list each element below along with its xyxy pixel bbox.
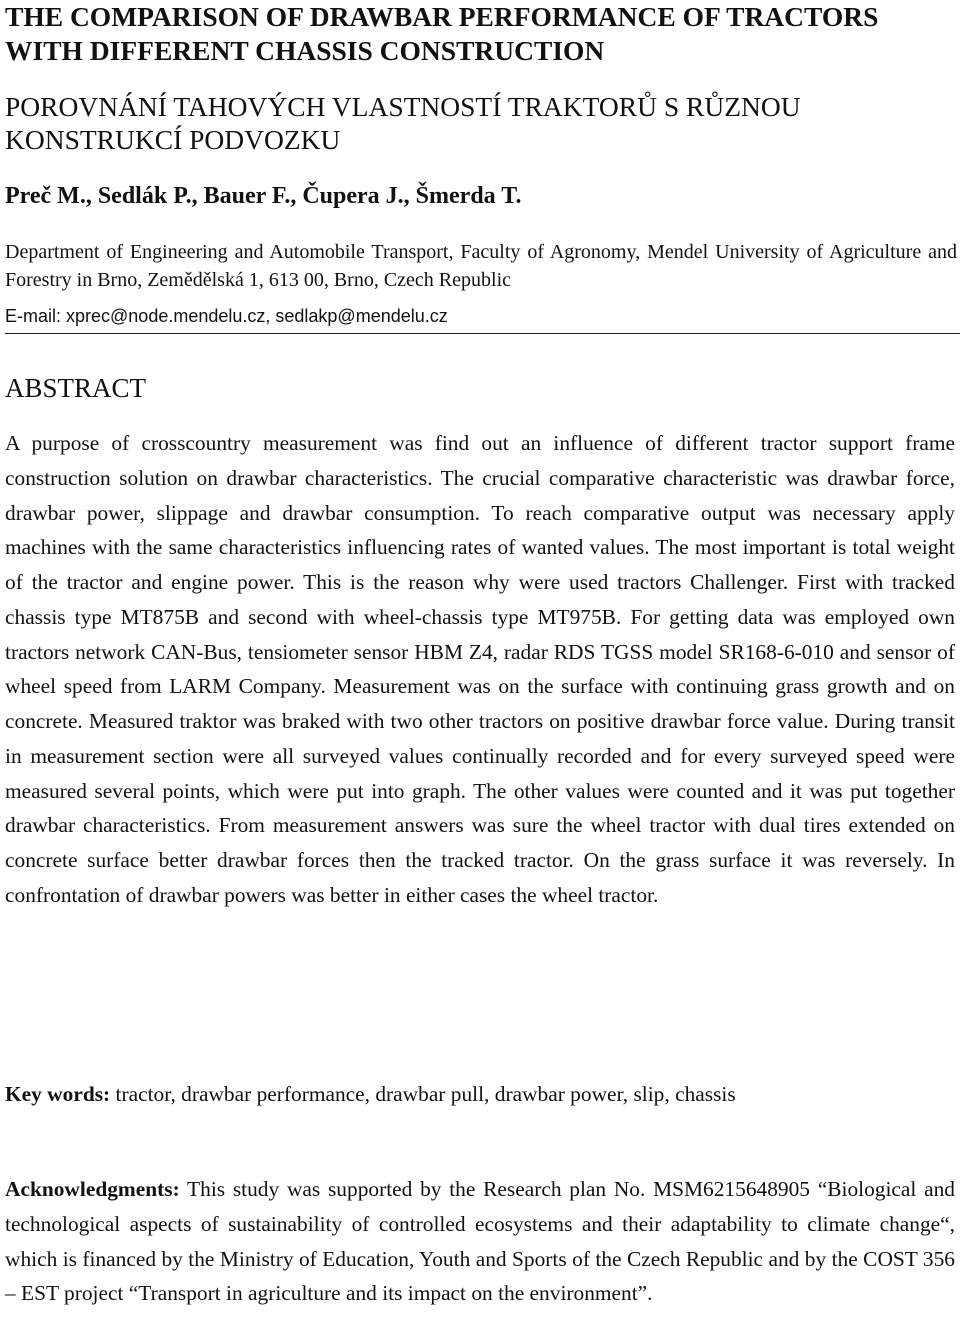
acknowledgments-label: Acknowledgments:: [5, 1177, 180, 1201]
keywords-label: Key words:: [5, 1082, 111, 1106]
acknowledgments-text: This study was supported by the Research plan No. MSM6215648905 “Biological and technological aspects of sustainability of controlled ecosystems and their adaptability to climate change“, which is financed by the Ministry of Education, Youth and Sports of the Czech Republic and by the COST 356 – EST project “Transport in agriculture and its impact on the environment”.: [5, 1177, 955, 1306]
author-list: Preč M., Sedlák P., Bauer F., Čupera J., Šmerda T.: [5, 183, 522, 209]
abstract-text: A purpose of crosscountry measurement was find out an influence of different tractor support frame construction solution on drawbar characteristics. The crucial comparative characteristic was drawbar force, drawbar power, slippage and drawbar consumption. To reach comparative output was necessary apply machines with the same characteristics influencing rates of wanted values. The most important is total weight of the tractor and engine power. This is the reason why were used tractors Challenger. First with tracked chassis type MT875B and second with wheel-chassis type MT975B. For getting data was employed own tractors network CAN-Bus, tensiometer sensor HBM Z4, radar RDS TGSS model SR168-6-010 and sensor of wheel speed from LARM Company. Measurement was on the surface with continuing grass growth and on concrete. Measured traktor was braked with two other tractors on positive drawbar force value. During transit in measurement section were all surveyed values continually recorded and for every surveyed speed were measured several points, which were put into graph. The other values were counted and it was put together drawbar characteristics. From measurement answers was sure the wheel tractor with dual tires extended on concrete surface better drawbar forces then the tracked tractor. On the grass surface it was reversely. In confrontation of drawbar powers was better in either cases the wheel tractor.: [5, 431, 955, 907]
keywords-paragraph: [5, 1077, 955, 1111]
author-affiliation: Department of Engineering and Automobile Transport, Faculty of Agronomy, Mendel University of Agriculture and Forestry in Brno, Zemědělská 1, 613 00, Brno, Czech Republic: [5, 241, 957, 291]
paper-title-english: THE COMPARISON OF DRAWBAR PERFORMANCE OF TRACTORS WITH DIFFERENT CHASSIS CONSTRUCTION: [5, 1, 879, 66]
acknowledgments-paragraph: [5, 1172, 955, 1311]
abstract-heading: ABSTRACT: [5, 373, 147, 403]
paper-title-czech: POROVNÁNÍ TAHOVÝCH VLASTNOSTÍ TRAKTORŮ S RŮZNOU KONSTRUKCÍ PODVOZKU: [5, 91, 801, 155]
header-divider: [5, 333, 960, 334]
keywords-text: tractor, drawbar performance, drawbar pull, drawbar power, slip, chassis: [110, 1082, 736, 1106]
contact-email: E-mail: xprec@node.mendelu.cz, sedlakp@mendelu.cz: [5, 306, 448, 326]
